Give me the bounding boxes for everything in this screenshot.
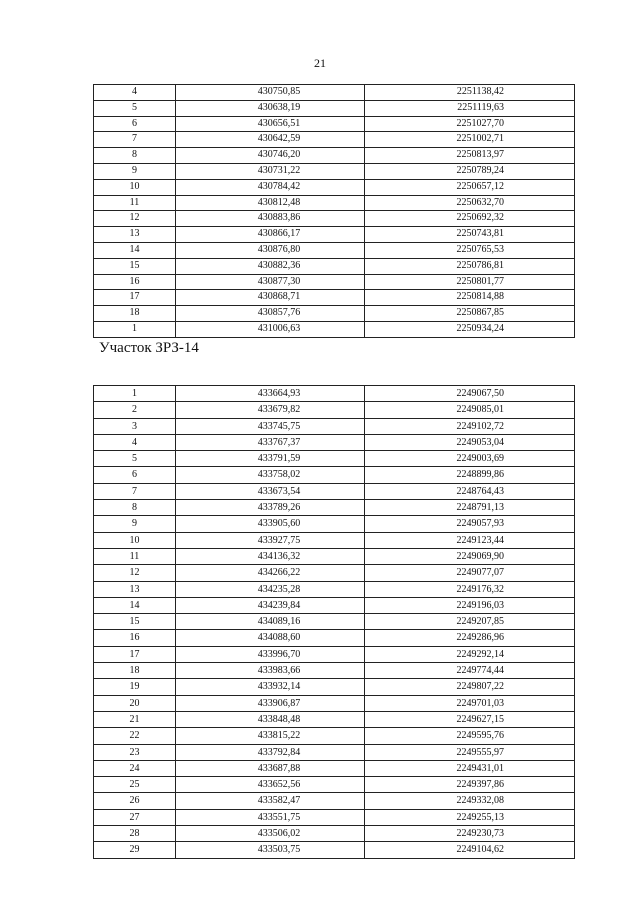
x-coordinate-cell: 433745,75 (176, 418, 365, 434)
x-coordinate-cell: 433848,48 (176, 711, 365, 727)
point-number-cell: 7 (94, 132, 176, 148)
y-coordinate-cell: 2249102,72 (365, 418, 575, 434)
point-number-cell: 15 (94, 258, 176, 274)
point-number-cell: 26 (94, 793, 176, 809)
x-coordinate-cell: 430883,86 (176, 211, 365, 227)
x-coordinate-cell: 434239,84 (176, 597, 365, 613)
point-number-cell: 13 (94, 227, 176, 243)
y-coordinate-cell: 2250814,88 (365, 290, 575, 306)
x-coordinate-cell: 433996,70 (176, 646, 365, 662)
x-coordinate-cell: 433503,75 (176, 842, 365, 858)
table-row (94, 532, 575, 548)
point-number-cell: 9 (94, 516, 176, 532)
table-row (94, 321, 575, 337)
x-coordinate-cell: 434089,16 (176, 614, 365, 630)
table-row (94, 581, 575, 597)
x-coordinate-cell: 433551,75 (176, 809, 365, 825)
x-coordinate-cell: 433789,26 (176, 500, 365, 516)
point-number-cell: 8 (94, 148, 176, 164)
x-coordinate-cell: 434266,22 (176, 565, 365, 581)
point-number-cell: 16 (94, 630, 176, 646)
table-row (94, 711, 575, 727)
x-coordinate-cell: 430656,51 (176, 116, 365, 132)
y-coordinate-cell: 2250692,32 (365, 211, 575, 227)
point-number-cell: 25 (94, 777, 176, 793)
y-coordinate-cell: 2248791,13 (365, 500, 575, 516)
y-coordinate-cell: 2249003,69 (365, 451, 575, 467)
point-number-cell: 5 (94, 100, 176, 116)
table-row (94, 148, 575, 164)
point-number-cell: 18 (94, 663, 176, 679)
point-number-cell: 24 (94, 760, 176, 776)
y-coordinate-cell: 2250867,85 (365, 306, 575, 322)
x-coordinate-cell: 433664,93 (176, 386, 365, 402)
y-coordinate-cell: 2248764,43 (365, 483, 575, 499)
table-row (94, 467, 575, 483)
x-coordinate-cell: 430638,19 (176, 100, 365, 116)
x-coordinate-cell: 433687,88 (176, 760, 365, 776)
point-number-cell: 22 (94, 728, 176, 744)
y-coordinate-cell: 2249431,01 (365, 760, 575, 776)
x-coordinate-cell: 433652,56 (176, 777, 365, 793)
coordinates-table-1 (93, 84, 575, 338)
table-row (94, 306, 575, 322)
table-row (94, 386, 575, 402)
point-number-cell: 23 (94, 744, 176, 760)
table-row (94, 826, 575, 842)
y-coordinate-cell: 2249069,90 (365, 548, 575, 564)
table-row (94, 116, 575, 132)
x-coordinate-cell: 430877,30 (176, 274, 365, 290)
x-coordinate-cell: 434136,32 (176, 548, 365, 564)
x-coordinate-cell: 434235,28 (176, 581, 365, 597)
table-row (94, 85, 575, 101)
table-row (94, 597, 575, 613)
y-coordinate-cell: 2249255,13 (365, 809, 575, 825)
table-row (94, 179, 575, 195)
x-coordinate-cell: 433927,75 (176, 532, 365, 548)
x-coordinate-cell: 430857,76 (176, 306, 365, 322)
y-coordinate-cell: 2250813,97 (365, 148, 575, 164)
y-coordinate-cell: 2250934,24 (365, 321, 575, 337)
y-coordinate-cell: 2251027,70 (365, 116, 575, 132)
y-coordinate-cell: 2249774,44 (365, 663, 575, 679)
table-row (94, 548, 575, 564)
table-row (94, 842, 575, 858)
point-number-cell: 3 (94, 418, 176, 434)
point-number-cell: 14 (94, 597, 176, 613)
x-coordinate-cell: 430812,48 (176, 195, 365, 211)
x-coordinate-cell: 433906,87 (176, 695, 365, 711)
point-number-cell: 4 (94, 434, 176, 450)
x-coordinate-cell: 433983,66 (176, 663, 365, 679)
y-coordinate-cell: 2249595,76 (365, 728, 575, 744)
table-row (94, 630, 575, 646)
y-coordinate-cell: 2249292,14 (365, 646, 575, 662)
y-coordinate-cell: 2250801,77 (365, 274, 575, 290)
x-coordinate-cell: 430731,22 (176, 163, 365, 179)
table-row (94, 290, 575, 306)
x-coordinate-cell: 430876,80 (176, 242, 365, 258)
point-number-cell: 12 (94, 211, 176, 227)
table-row (94, 242, 575, 258)
x-coordinate-cell: 430784,42 (176, 179, 365, 195)
table-row (94, 195, 575, 211)
table-row (94, 728, 575, 744)
table-row (94, 809, 575, 825)
y-coordinate-cell: 2249397,86 (365, 777, 575, 793)
x-coordinate-cell: 433758,02 (176, 467, 365, 483)
y-coordinate-cell: 2249627,15 (365, 711, 575, 727)
x-coordinate-cell: 433506,02 (176, 826, 365, 842)
table-row (94, 695, 575, 711)
x-coordinate-cell: 433791,59 (176, 451, 365, 467)
table-row (94, 418, 575, 434)
table-row (94, 516, 575, 532)
point-number-cell: 21 (94, 711, 176, 727)
y-coordinate-cell: 2249332,08 (365, 793, 575, 809)
x-coordinate-cell: 433767,37 (176, 434, 365, 450)
table-row (94, 274, 575, 290)
point-number-cell: 13 (94, 581, 176, 597)
y-coordinate-cell: 2250632,70 (365, 195, 575, 211)
point-number-cell: 8 (94, 500, 176, 516)
y-coordinate-cell: 2250789,24 (365, 163, 575, 179)
table-body (94, 85, 575, 338)
y-coordinate-cell: 2249176,32 (365, 581, 575, 597)
x-coordinate-cell: 433905,60 (176, 516, 365, 532)
table-row (94, 227, 575, 243)
x-coordinate-cell: 433673,54 (176, 483, 365, 499)
point-number-cell: 1 (94, 321, 176, 337)
table-row (94, 744, 575, 760)
table-row (94, 760, 575, 776)
y-coordinate-cell: 2249085,01 (365, 402, 575, 418)
point-number-cell: 4 (94, 85, 176, 101)
table-row (94, 100, 575, 116)
point-number-cell: 1 (94, 386, 176, 402)
x-coordinate-cell: 430746,20 (176, 148, 365, 164)
y-coordinate-cell: 2249123,44 (365, 532, 575, 548)
y-coordinate-cell: 2249701,03 (365, 695, 575, 711)
point-number-cell: 5 (94, 451, 176, 467)
y-coordinate-cell: 2249230,73 (365, 826, 575, 842)
table-row (94, 500, 575, 516)
point-number-cell: 29 (94, 842, 176, 858)
table-row (94, 663, 575, 679)
point-number-cell: 11 (94, 195, 176, 211)
coordinates-table-2 (93, 385, 575, 859)
y-coordinate-cell: 2251138,42 (365, 85, 575, 101)
point-number-cell: 17 (94, 290, 176, 306)
x-coordinate-cell: 430868,71 (176, 290, 365, 306)
point-number-cell: 27 (94, 809, 176, 825)
point-number-cell: 28 (94, 826, 176, 842)
table-row (94, 163, 575, 179)
y-coordinate-cell: 2249077,07 (365, 565, 575, 581)
x-coordinate-cell: 433932,14 (176, 679, 365, 695)
point-number-cell: 19 (94, 679, 176, 695)
y-coordinate-cell: 2249555,97 (365, 744, 575, 760)
y-coordinate-cell: 2249104,62 (365, 842, 575, 858)
y-coordinate-cell: 2250765,53 (365, 242, 575, 258)
x-coordinate-cell: 430750,85 (176, 85, 365, 101)
y-coordinate-cell: 2249207,85 (365, 614, 575, 630)
point-number-cell: 16 (94, 274, 176, 290)
table-body (94, 386, 575, 859)
y-coordinate-cell: 2250743,81 (365, 227, 575, 243)
y-coordinate-cell: 2251002,71 (365, 132, 575, 148)
x-coordinate-cell: 430866,17 (176, 227, 365, 243)
x-coordinate-cell: 430882,36 (176, 258, 365, 274)
section-title: Участок ЗРЗ-14 (99, 340, 199, 356)
y-coordinate-cell: 2248899,86 (365, 467, 575, 483)
point-number-cell: 20 (94, 695, 176, 711)
x-coordinate-cell: 433679,82 (176, 402, 365, 418)
x-coordinate-cell: 433792,84 (176, 744, 365, 760)
x-coordinate-cell: 433582,47 (176, 793, 365, 809)
table-row (94, 777, 575, 793)
point-number-cell: 2 (94, 402, 176, 418)
table-row (94, 451, 575, 467)
point-number-cell: 7 (94, 483, 176, 499)
point-number-cell: 10 (94, 179, 176, 195)
table-row (94, 483, 575, 499)
y-coordinate-cell: 2249196,03 (365, 597, 575, 613)
y-coordinate-cell: 2249286,96 (365, 630, 575, 646)
table-row (94, 258, 575, 274)
point-number-cell: 12 (94, 565, 176, 581)
table-row (94, 434, 575, 450)
table-row (94, 565, 575, 581)
point-number-cell: 14 (94, 242, 176, 258)
y-coordinate-cell: 2249053,04 (365, 434, 575, 450)
table-row (94, 132, 575, 148)
point-number-cell: 17 (94, 646, 176, 662)
point-number-cell: 6 (94, 116, 176, 132)
page-number: 21 (314, 56, 326, 70)
x-coordinate-cell: 433815,22 (176, 728, 365, 744)
table-row (94, 679, 575, 695)
x-coordinate-cell: 431006,63 (176, 321, 365, 337)
point-number-cell: 11 (94, 548, 176, 564)
table-row (94, 646, 575, 662)
x-coordinate-cell: 430642,59 (176, 132, 365, 148)
point-number-cell: 10 (94, 532, 176, 548)
y-coordinate-cell: 2249067,50 (365, 386, 575, 402)
point-number-cell: 9 (94, 163, 176, 179)
table-row (94, 793, 575, 809)
y-coordinate-cell: 2249807,22 (365, 679, 575, 695)
point-number-cell: 6 (94, 467, 176, 483)
table-row (94, 614, 575, 630)
x-coordinate-cell: 434088,60 (176, 630, 365, 646)
point-number-cell: 18 (94, 306, 176, 322)
y-coordinate-cell: 2250657,12 (365, 179, 575, 195)
y-coordinate-cell: 2249057,93 (365, 516, 575, 532)
table-row (94, 211, 575, 227)
point-number-cell: 15 (94, 614, 176, 630)
y-coordinate-cell: 2251119,63 (365, 100, 575, 116)
y-coordinate-cell: 2250786,81 (365, 258, 575, 274)
table-row (94, 402, 575, 418)
